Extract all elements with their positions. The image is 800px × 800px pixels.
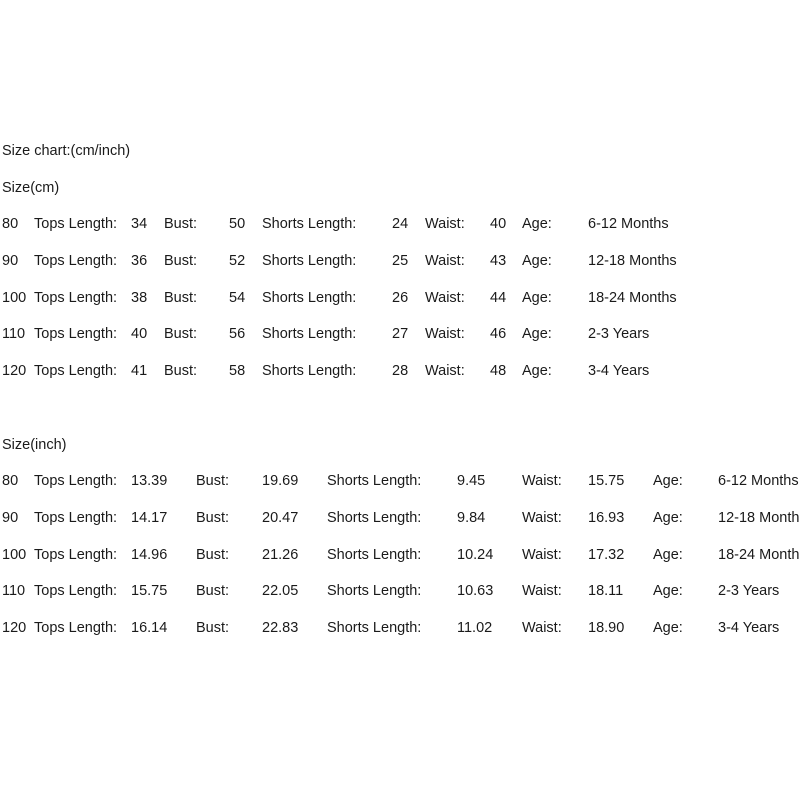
size-value: 110 [2, 583, 26, 599]
page-title: Size chart:(cm/inch) [2, 143, 131, 159]
age-label: Age: [522, 253, 552, 269]
tops-length-label: Tops Length: [34, 363, 118, 379]
table-row [0, 325, 800, 343]
bust-label: Bust: [196, 583, 230, 599]
waist-label: Waist: [425, 290, 465, 306]
shorts-length-label: Shorts Length: [262, 326, 357, 342]
waist-label: Waist: [425, 216, 465, 232]
waist-value: 46 [490, 326, 507, 342]
shorts-length-value: 27 [392, 326, 409, 342]
age-value: 2-3 Years [588, 326, 650, 342]
size-value: 120 [2, 363, 27, 379]
bust-value: 50 [229, 216, 246, 232]
bust-value: 19.69 [262, 473, 299, 489]
waist-label: Waist: [425, 363, 465, 379]
waist-value: 16.93 [588, 510, 625, 526]
age-value: 12-18 Month [718, 510, 800, 526]
tops-length-value: 16.14 [131, 620, 168, 636]
age-value: 3-4 Years [718, 620, 780, 636]
age-value: 12-18 Months [588, 253, 677, 269]
size-value: 80 [2, 216, 19, 232]
bust-label: Bust: [164, 290, 198, 306]
bust-value: 21.26 [262, 547, 299, 563]
age-label: Age: [653, 547, 683, 563]
tops-length-label: Tops Length: [34, 253, 118, 269]
tops-length-value: 38 [131, 290, 148, 306]
waist-label: Waist: [522, 547, 562, 563]
age-label: Age: [653, 473, 683, 489]
shorts-length-label: Shorts Length: [327, 620, 422, 636]
tops-length-value: 15.75 [131, 583, 168, 599]
size-value: 80 [2, 473, 19, 489]
tops-length-value: 34 [131, 216, 148, 232]
inch-section-heading: Size(inch) [2, 437, 67, 453]
tops-length-value: 14.96 [131, 547, 168, 563]
tops-length-label: Tops Length: [34, 290, 118, 306]
tops-length-value: 14.17 [131, 510, 168, 526]
bust-value: 52 [229, 253, 246, 269]
age-value: 3-4 Years [588, 363, 650, 379]
cm-section-heading: Size(cm) [2, 180, 60, 196]
tops-length-value: 13.39 [131, 473, 168, 489]
bust-label: Bust: [196, 620, 230, 636]
waist-value: 17.32 [588, 547, 625, 563]
waist-value: 48 [490, 363, 507, 379]
age-label: Age: [653, 620, 683, 636]
bust-label: Bust: [164, 363, 198, 379]
waist-label: Waist: [522, 510, 562, 526]
shorts-length-value: 9.84 [457, 510, 486, 526]
shorts-length-label: Shorts Length: [327, 510, 422, 526]
bust-label: Bust: [164, 253, 198, 269]
age-value: 6-12 Months [718, 473, 799, 489]
table-row [0, 362, 800, 380]
bust-value: 22.05 [262, 583, 299, 599]
bust-label: Bust: [196, 547, 230, 563]
shorts-length-value: 9.45 [457, 473, 486, 489]
shorts-length-label: Shorts Length: [262, 363, 357, 379]
bust-label: Bust: [196, 510, 230, 526]
tops-length-label: Tops Length: [34, 326, 118, 342]
waist-label: Waist: [522, 583, 562, 599]
size-value: 100 [2, 547, 27, 563]
age-value: 6-12 Months [588, 216, 669, 232]
table-row [0, 619, 800, 637]
shorts-length-value: 11.02 [457, 620, 493, 636]
size-value: 110 [2, 326, 26, 342]
shorts-length-label: Shorts Length: [327, 583, 422, 599]
bust-label: Bust: [164, 326, 198, 342]
tops-length-label: Tops Length: [34, 510, 118, 526]
tops-length-label: Tops Length: [34, 620, 118, 636]
shorts-length-label: Shorts Length: [262, 290, 357, 306]
age-label: Age: [653, 583, 683, 599]
tops-length-label: Tops Length: [34, 547, 118, 563]
age-label: Age: [522, 216, 552, 232]
size-value: 100 [2, 290, 27, 306]
table-row [0, 546, 800, 564]
age-label: Age: [653, 510, 683, 526]
table-row [0, 509, 800, 527]
tops-length-value: 36 [131, 253, 148, 269]
age-value: 2-3 Years [718, 583, 780, 599]
tops-length-value: 41 [131, 363, 148, 379]
shorts-length-value: 10.24 [457, 547, 494, 563]
waist-label: Waist: [425, 253, 465, 269]
table-row [0, 582, 800, 600]
table-row [0, 215, 800, 233]
table-row [0, 472, 800, 490]
age-label: Age: [522, 363, 552, 379]
size-value: 90 [2, 510, 19, 526]
shorts-length-value: 24 [392, 216, 409, 232]
age-value: 18-24 Months [588, 290, 677, 306]
bust-label: Bust: [164, 216, 198, 232]
bust-value: 56 [229, 326, 246, 342]
shorts-length-label: Shorts Length: [262, 216, 357, 232]
bust-value: 54 [229, 290, 246, 306]
shorts-length-label: Shorts Length: [262, 253, 357, 269]
tops-length-label: Tops Length: [34, 216, 118, 232]
table-row [0, 252, 800, 270]
age-label: Age: [522, 326, 552, 342]
age-label: Age: [522, 290, 552, 306]
bust-value: 58 [229, 363, 246, 379]
waist-label: Waist: [522, 620, 562, 636]
waist-value: 43 [490, 253, 507, 269]
tops-length-label: Tops Length: [34, 583, 118, 599]
tops-length-value: 40 [131, 326, 148, 342]
waist-label: Waist: [522, 473, 562, 489]
age-value: 18-24 Month [718, 547, 800, 563]
waist-value: 18.90 [588, 620, 625, 636]
bust-label: Bust: [196, 473, 230, 489]
shorts-length-label: Shorts Length: [327, 547, 422, 563]
size-value: 120 [2, 620, 27, 636]
size-value: 90 [2, 253, 19, 269]
waist-value: 40 [490, 216, 507, 232]
shorts-length-value: 10.63 [457, 583, 494, 599]
waist-label: Waist: [425, 326, 465, 342]
bust-value: 20.47 [262, 510, 299, 526]
shorts-length-value: 28 [392, 363, 409, 379]
bust-value: 22.83 [262, 620, 299, 636]
waist-value: 15.75 [588, 473, 625, 489]
table-row [0, 289, 800, 307]
shorts-length-value: 25 [392, 253, 409, 269]
shorts-length-value: 26 [392, 290, 409, 306]
tops-length-label: Tops Length: [34, 473, 118, 489]
waist-value: 18.11 [588, 583, 624, 599]
waist-value: 44 [490, 290, 507, 306]
shorts-length-label: Shorts Length: [327, 473, 422, 489]
